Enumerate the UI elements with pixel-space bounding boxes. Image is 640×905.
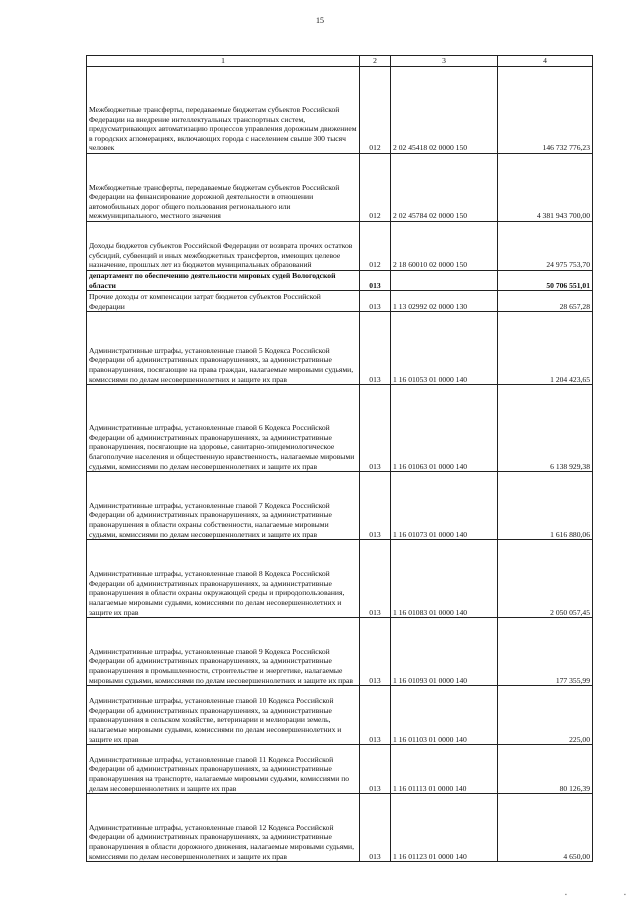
row-amount: 2 050 057,45 — [498, 540, 593, 618]
row-admin-code: 013 — [360, 385, 391, 472]
row-budget-code: 1 16 01063 01 0000 140 — [391, 385, 498, 472]
row-admin-code: 012 — [360, 154, 391, 222]
row-description: Административные штрафы, установленные главой 10 Кодекса Российской Федерации об административных правонарушениях, за административные правонарушения в сельском хозяйстве, ветеринарии и мелиорации земель, налагаемые мировыми судьями, комиссиями по делам несовершеннолетних и защите их прав — [87, 686, 360, 745]
header-cell-3: 3 — [391, 56, 498, 67]
row-amount: 80 126,39 — [498, 745, 593, 794]
row-amount: 28 657,28 — [498, 291, 593, 312]
row-budget-code: 1 16 01083 01 0000 140 — [391, 540, 498, 618]
revenue-table-body — [87, 56, 593, 862]
row-budget-code: 1 16 01113 01 0000 140 — [391, 745, 498, 794]
row-amount: 1 616 880,06 — [498, 472, 593, 540]
table-row — [87, 312, 593, 385]
row-admin-code: 012 — [360, 222, 391, 271]
row-admin-code: 013 — [360, 745, 391, 794]
row-budget-code: 2 02 45784 02 0000 150 — [391, 154, 498, 222]
footer-mark-right: ▪ — [624, 893, 626, 898]
row-amount: 4 381 943 700,00 — [498, 154, 593, 222]
row-admin-code: 012 — [360, 67, 391, 154]
row-admin-code: 013 — [360, 686, 391, 745]
table-row — [87, 618, 593, 686]
row-description: Межбюджетные трансферты, передаваемые бюджетам субъектов Российской Федерации на финансирование дорожной деятельности в отношении автомобильных дорог общего пользования регионального или межмуниципального, местного значения — [87, 154, 360, 222]
row-budget-code: 1 13 02992 02 0000 130 — [391, 291, 498, 312]
row-description: департамент по обеспечению деятельности мировых судей Вологодской области — [87, 271, 360, 291]
footer-mark-left: ▪ — [565, 893, 567, 898]
row-amount: 50 706 551,01 — [498, 271, 593, 291]
row-budget-code — [391, 271, 498, 291]
table-row — [87, 540, 593, 618]
row-amount: 177 355,99 — [498, 618, 593, 686]
row-admin-code: 013 — [360, 472, 391, 540]
row-description: Административные штрафы, установленные главой 5 Кодекса Российской Федерации об административных правонарушениях, за административные правонарушения, посягающие на права граждан, налагаемые мировыми судьями, комиссиями по делам несовершеннолетних и защите их прав — [87, 312, 360, 385]
row-budget-code: 1 16 01093 01 0000 140 — [391, 618, 498, 686]
row-description: Доходы бюджетов субъектов Российской Федерации от возврата прочих остатков субсидий, субвенций и иных межбюджетных трансфертов, имеющих целевое назначение, прошлых лет из бюджетов муниципальных образований — [87, 222, 360, 271]
row-amount: 24 975 753,70 — [498, 222, 593, 271]
table-row — [87, 385, 593, 472]
row-amount: 6 138 929,38 — [498, 385, 593, 472]
row-amount: 1 204 423,65 — [498, 312, 593, 385]
page-number: 15 — [316, 16, 324, 25]
row-admin-code: 013 — [360, 794, 391, 862]
table-row — [87, 745, 593, 794]
row-description: Административные штрафы, установленные главой 8 Кодекса Российской Федерации об административных правонарушениях, за административные правонарушения в области охраны окружающей среды и природопользования, налагаемые мировыми судьями, комиссиями по делам несовершеннолетних и защите их прав — [87, 540, 360, 618]
row-amount: 225,00 — [498, 686, 593, 745]
row-budget-code: 1 16 01123 01 0000 140 — [391, 794, 498, 862]
row-admin-code: 013 — [360, 618, 391, 686]
row-description: Прочие доходы от компенсации затрат бюджетов субъектов Российской Федерации — [87, 291, 360, 312]
row-description: Административные штрафы, установленные главой 11 Кодекса Российской Федерации об административных правонарушениях, за административные правонарушения на транспорте, налагаемые мировыми судьями, комиссиями по делам несовершеннолетних и защите их прав — [87, 745, 360, 794]
row-description: Административные штрафы, установленные главой 7 Кодекса Российской Федерации об административных правонарушениях, за административные правонарушения в области охраны собственности, налагаемые мировыми судьями, комиссиями по делам несовершеннолетних и защите их прав — [87, 472, 360, 540]
revenue-table-container — [86, 55, 590, 862]
row-description: Административные штрафы, установленные главой 6 Кодекса Российской Федерации об административных правонарушениях, за административные правонарушения, посягающие на здоровье, санитарно-эпидемиологическое благополучие населения и общественную нравственность, налагаемые мировыми судьями, комиссиями по делам несовершеннолетних и защите их прав — [87, 385, 360, 472]
row-admin-code: 013 — [360, 291, 391, 312]
row-admin-code: 013 — [360, 540, 391, 618]
row-admin-code: 013 — [360, 271, 391, 291]
row-description: Административные штрафы, установленные главой 12 Кодекса Российской Федерации об административных правонарушениях, за административные правонарушения в области дорожного движения, налагаемые мировыми судьями, комиссиями по делам несовершеннолетних и защите их прав — [87, 794, 360, 862]
row-description: Административные штрафы, установленные главой 9 Кодекса Российской Федерации об административных правонарушениях, за административные правонарушения в промышленности, строительстве и энергетике, налагаемые мировыми судьями, комиссиями по делам несовершеннолетних и защите их прав — [87, 618, 360, 686]
header-cell-1: 1 — [87, 56, 360, 67]
row-admin-code: 013 — [360, 312, 391, 385]
row-description: Межбюджетные трансферты, передаваемые бюджетам субъектов Российской Федерации на внедрение интеллектуальных транспортных систем, предусматривающих автоматизацию процессов управления дорожным движением в городских агломерациях, включающих города с населением свыше 300 тысяч человек — [87, 67, 360, 154]
table-row — [87, 67, 593, 154]
revenue-table — [86, 55, 593, 862]
row-budget-code: 1 16 01103 01 0000 140 — [391, 686, 498, 745]
table-header-row — [87, 56, 593, 67]
row-budget-code: 1 16 01073 01 0000 140 — [391, 472, 498, 540]
row-budget-code: 1 16 01053 01 0000 140 — [391, 312, 498, 385]
table-row — [87, 222, 593, 271]
row-budget-code: 2 18 60010 02 0000 150 — [391, 222, 498, 271]
table-row — [87, 271, 593, 291]
header-cell-4: 4 — [498, 56, 593, 67]
table-row — [87, 686, 593, 745]
table-row — [87, 794, 593, 862]
table-row — [87, 472, 593, 540]
table-row — [87, 154, 593, 222]
header-cell-2: 2 — [360, 56, 391, 67]
row-budget-code: 2 02 45418 02 0000 150 — [391, 67, 498, 154]
table-row — [87, 291, 593, 312]
row-amount: 146 732 776,23 — [498, 67, 593, 154]
row-amount: 4 650,00 — [498, 794, 593, 862]
